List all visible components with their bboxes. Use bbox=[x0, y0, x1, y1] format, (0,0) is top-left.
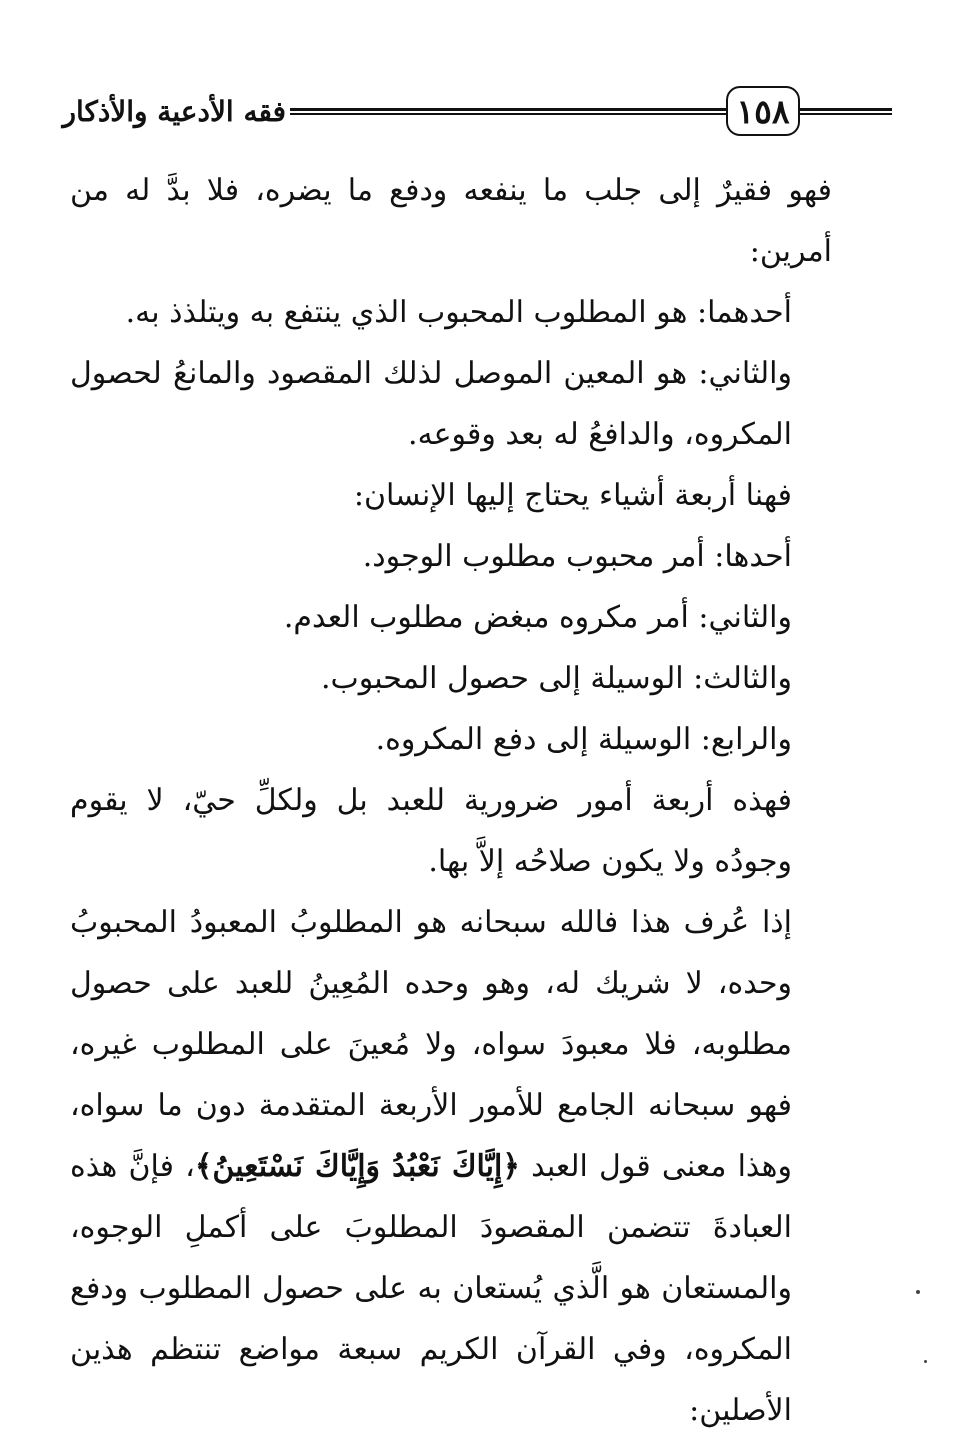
paragraph-10-text: إذا عُرف هذا فالله سبحانه هو المطلوبُ المعبودُ المحبوبُ وحده، لا شريك له، وهو وحده المُعِينُ للعبد على حصول مطلوبه، فلا معبودَ سواه، ولا مُعينَ على المطلوب غيره، فهو سبحانه الجامع للأمور الأربعة المتقدمة دون ما سواه، وهذا معنى قول العبد bbox=[70, 905, 792, 1184]
page-number: ١٥٨ bbox=[726, 86, 800, 136]
header-rule-right bbox=[798, 107, 892, 117]
book-title: فقه الأدعية والأذكار bbox=[62, 95, 286, 128]
paragraph-3: والثاني: هو المعين الموصل لذلك المقصود والمانعُ لحصول المكروه، والدافعُ له بعد وقوعه. bbox=[70, 356, 792, 452]
paragraph-7: والثالث: الوسيلة إلى حصول المحبوب. bbox=[320, 661, 792, 696]
margin-speck bbox=[916, 1290, 920, 1294]
paragraph-2: أحدهما: هو المطلوب المحبوب الذي ينتفع به ويتلذذ به. bbox=[125, 295, 792, 330]
paragraph-10-continuation: ، فإنَّ هذه العبادةَ تتضمن المقصودَ المطلوبَ على أكملِ الوجوه، والمستعان هو الَّذي يُستعان به على حصول المطلوب ودفع المكروه، وفي القرآن الكريم سبعة مواضع تنتظم هذين الأصلين: bbox=[70, 1149, 792, 1428]
paragraph-4: فهنا أربعة أشياء يحتاج إليها الإنسان: bbox=[353, 478, 792, 513]
paragraph-5: أحدها: أمر محبوب مطلوب الوجود. bbox=[362, 539, 792, 574]
paragraph-9: فهذه أربعة أمور ضرورية للعبد بل ولكلِّ حيّ، لا يقوم وجودُه ولا يكون صلاحُه إلاَّ بها. bbox=[70, 783, 792, 879]
page-body bbox=[70, 160, 832, 1441]
paragraph-8: والرابع: الوسيلة إلى دفع المكروه. bbox=[375, 722, 792, 757]
paragraph-6: والثاني: أمر مكروه مبغض مطلوب العدم. bbox=[283, 600, 792, 635]
paragraph-1: فهو فقيرٌ إلى جلب ما ينفعه ودفع ما يضره، فلا بدَّ له من أمرين: bbox=[70, 173, 832, 269]
quran-verse: ﴿إِيَّاكَ نَعْبُدُ وَإِيَّاكَ نَسْتَعِينُ﴾ bbox=[194, 1149, 520, 1184]
header-rule-left bbox=[290, 107, 728, 117]
page-header bbox=[60, 86, 836, 148]
margin-speck bbox=[924, 1360, 927, 1363]
paragraph-10 bbox=[70, 892, 832, 1441]
